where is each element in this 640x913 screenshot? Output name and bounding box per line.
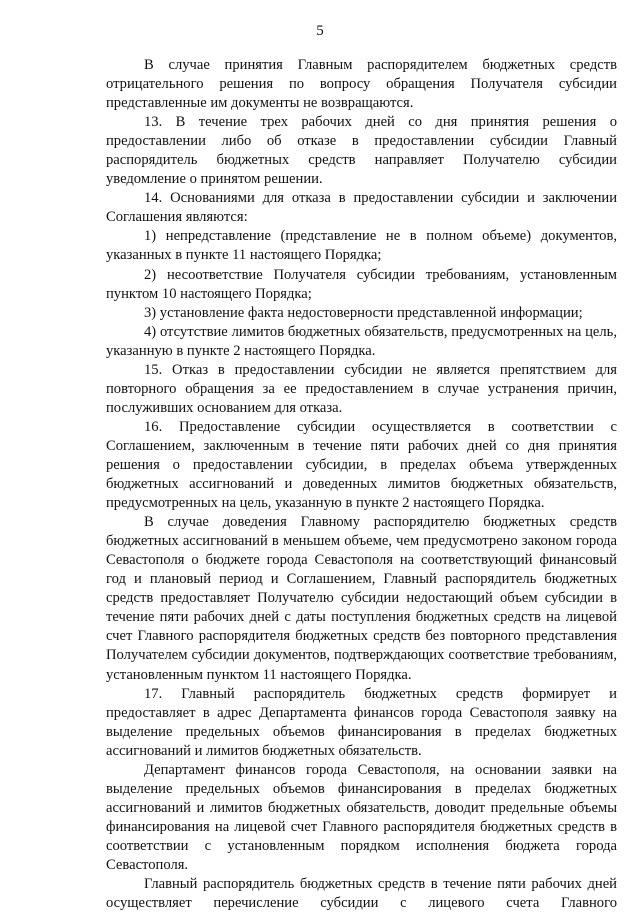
document-body xyxy=(106,56,617,913)
paragraph-transfer: Главный распорядитель бюджетных средств в течение пяти рабочих дней осуществляет перечисление субсидии с лицевого счета Главного xyxy=(106,876,617,912)
paragraph-14-item-4: 4) отсутствие лимитов бюджетных обязательств, предусмотренных на цель, указанную в пункте 2 настоящего Порядка. xyxy=(106,323,617,359)
paragraph-14-item-2: 2) несоответствие Получателя субсидии требованиям, установленным пунктом 10 настоящего Порядка; xyxy=(106,266,617,302)
paragraph-16-shortfall: В случае доведения Главному распорядителю бюджетных средств бюджетных ассигнований в меньшем объеме, чем предусмотрено законом города Севастополя о бюджете города Севастополя на соответствующий финансовый год и плановый период и Соглашением, Главный распорядитель бюджетных средств предоставляет Получателю субсидии недостающий объем субсидии в течение пяти рабочих дней с даты поступления бюджетных средств на лицевой счет Главного распорядителя бюджетных средств без повторного представления Получателем субсидии документов, подтверждающих соответствие требованиям, установленным пунктом 11 настоящего Порядка. xyxy=(106,514,617,683)
paragraph-15: 15. Отказ в предоставлении субсидии не является препятствием для повторного обращения за ее предоставлением в случае устранения причин, послуживших основанием для отказа. xyxy=(106,361,617,416)
paragraph-17: 17. Главный распорядитель бюджетных средств формирует и предоставляет в адрес Департамента финансов города Севастополя заявку на выделение предельных объемов финансирования в пределах бюджетных ассигнований и лимитов бюджетных обязательств. xyxy=(106,685,617,759)
paragraph-13: 13. В течение трех рабочих дней со дня принятия решения о предоставлении либо об отказе в предоставлении субсидии Главный распорядитель бюджетных средств направляет Получателю субсидии уведомление о принятом решении. xyxy=(106,114,617,188)
paragraph-14: 14. Основаниями для отказа в предоставлении субсидии и заключении Соглашения являются: xyxy=(106,190,617,226)
page-number: 5 xyxy=(316,23,324,39)
paragraph-refusal-documents: В случае принятия Главным распорядителем бюджетных средств отрицательного решения по вопросу обращения Получателя субсидии представленные им документы не возвращаются. xyxy=(106,57,617,112)
paragraph-16: 16. Предоставление субсидии осуществляется в соответствии с Соглашением, заключенным в течение пяти рабочих дней со дня принятия решения о предоставлении субсидии, в пределах объема утвержденных бюджетных ассигнований и доведенных лимитов бюджетных обязательств, предусмотренных на цель, указанную в пункте 2 настоящего Порядка. xyxy=(106,418,617,512)
paragraph-14-item-1: 1) непредставление (представление не в полном объеме) документов, указанных в пункте 11 настоящего Порядка; xyxy=(106,228,617,264)
paragraph-finance-department: Департамент финансов города Севастополя, на основании заявки на выделение предельных объемов финансирования в пределах бюджетных ассигнований и лимитов бюджетных обязательств, доводит предельные объемы финансирования на лицевой счет Главного распорядителя бюджетных средств в соответствии с установленным порядком исполнения бюджета города Севастополя. xyxy=(106,761,617,873)
paragraph-14-item-3: 3) установление факта недостоверности представленной информации; xyxy=(144,304,583,321)
